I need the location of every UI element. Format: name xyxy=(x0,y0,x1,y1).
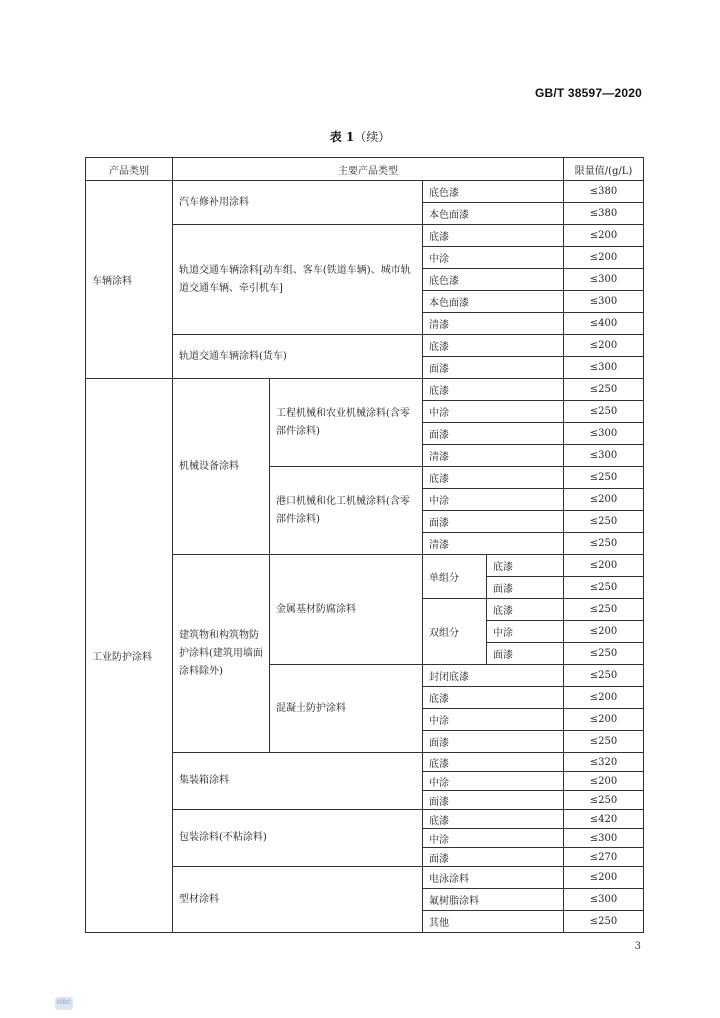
component-cell: 单组分 xyxy=(423,555,487,599)
coat-cell: 本色面漆 xyxy=(423,203,564,225)
limit-cell: ≤200 xyxy=(564,709,644,731)
component-cell: 双组分 xyxy=(423,599,487,665)
coat-cell: 中涂 xyxy=(423,709,564,731)
coat-cell: 底漆 xyxy=(423,335,564,357)
limit-cell: ≤380 xyxy=(564,181,644,203)
product-type-cell: 轨道交通车辆涂料[动车组、客车(铁道车辆)、城市轨道交通车辆、牵引机车] xyxy=(173,225,423,335)
limit-cell: ≤200 xyxy=(564,335,644,357)
limit-cell: ≤200 xyxy=(564,867,644,889)
coat-cell: 中涂 xyxy=(487,621,564,643)
category-cell: 车辆涂料 xyxy=(86,181,173,379)
coat-cell: 氟树脂涂料 xyxy=(423,889,564,911)
coat-cell: 中涂 xyxy=(423,829,564,848)
watermark-logo-icon: ISBC xyxy=(55,997,73,1010)
limit-cell: ≤300 xyxy=(564,889,644,911)
coat-cell: 清漆 xyxy=(423,445,564,467)
coat-cell: 面漆 xyxy=(423,423,564,445)
coat-cell: 本色面漆 xyxy=(423,291,564,313)
product-type-cell: 型材涂料 xyxy=(173,867,423,933)
limit-cell: ≤250 xyxy=(564,577,644,599)
limit-cell: ≤300 xyxy=(564,445,644,467)
product-type-cell: 港口机械和化工机械涂料(含零部件涂料) xyxy=(270,467,423,555)
limit-cell: ≤200 xyxy=(564,489,644,511)
coat-cell: 中涂 xyxy=(423,489,564,511)
coat-cell: 底漆 xyxy=(423,687,564,709)
limit-cell: ≤300 xyxy=(564,829,644,848)
coat-cell: 底漆 xyxy=(487,599,564,621)
product-type-cell: 混凝土防护涂料 xyxy=(270,665,423,753)
limit-cell: ≤300 xyxy=(564,269,644,291)
product-type-cell: 包装涂料(不粘涂料) xyxy=(173,810,423,867)
table-caption-suffix: （续） xyxy=(354,130,391,144)
table-row xyxy=(86,181,644,203)
coat-cell: 清漆 xyxy=(423,313,564,335)
page-number: 3 xyxy=(634,941,641,952)
limit-cell: ≤250 xyxy=(564,665,644,687)
limit-cell: ≤250 xyxy=(564,643,644,665)
coat-cell: 电泳涂料 xyxy=(423,867,564,889)
coat-cell: 底色漆 xyxy=(423,181,564,203)
limit-cell: ≤250 xyxy=(564,467,644,489)
coat-cell: 面漆 xyxy=(487,577,564,599)
table-caption-label: 表 1 xyxy=(329,130,355,144)
limit-cell: ≤270 xyxy=(564,848,644,867)
coat-cell: 底色漆 xyxy=(423,269,564,291)
limit-cell: ≤300 xyxy=(564,423,644,445)
coat-cell: 底漆 xyxy=(423,810,564,829)
limit-cell: ≤200 xyxy=(564,687,644,709)
category-cell: 工业防护涂料 xyxy=(86,379,173,933)
limit-cell: ≤250 xyxy=(564,511,644,533)
standard-code: GB/T 38597—2020 xyxy=(534,86,642,100)
coat-cell: 面漆 xyxy=(487,643,564,665)
limit-cell: ≤300 xyxy=(564,357,644,379)
coat-cell: 中涂 xyxy=(423,247,564,269)
limit-cell: ≤400 xyxy=(564,313,644,335)
limit-cell: ≤250 xyxy=(564,791,644,810)
product-type-cell: 轨道交通车辆涂料(货车) xyxy=(173,335,423,379)
coat-cell: 底漆 xyxy=(487,555,564,577)
header-type: 主要产品类型 xyxy=(173,158,564,181)
limit-cell: ≤200 xyxy=(564,555,644,577)
limit-cell: ≤200 xyxy=(564,225,644,247)
limit-cell: ≤300 xyxy=(564,291,644,313)
voc-limit-table xyxy=(85,157,644,933)
product-type-cell: 集装箱涂料 xyxy=(173,753,423,810)
limit-cell: ≤250 xyxy=(564,401,644,423)
table-row xyxy=(86,379,644,401)
limit-cell: ≤250 xyxy=(564,599,644,621)
limit-cell: ≤200 xyxy=(564,247,644,269)
header-category: 产品类别 xyxy=(86,158,173,181)
coat-cell: 面漆 xyxy=(423,511,564,533)
coat-cell: 其他 xyxy=(423,911,564,933)
product-group-cell: 建筑物和构筑物防护涂料(建筑用墙面涂料除外) xyxy=(173,555,270,753)
coat-cell: 面漆 xyxy=(423,791,564,810)
limit-cell: ≤250 xyxy=(564,379,644,401)
limit-cell: ≤420 xyxy=(564,810,644,829)
limit-cell: ≤250 xyxy=(564,911,644,933)
product-type-cell: 金属基材防腐涂料 xyxy=(270,555,423,665)
coat-cell: 面漆 xyxy=(423,848,564,867)
table-caption xyxy=(0,128,720,145)
limit-cell: ≤200 xyxy=(564,621,644,643)
coat-cell: 面漆 xyxy=(423,357,564,379)
limit-cell: ≤320 xyxy=(564,753,644,772)
coat-cell: 底漆 xyxy=(423,379,564,401)
limit-cell: ≤250 xyxy=(564,533,644,555)
coat-cell: 中涂 xyxy=(423,401,564,423)
header-limit: 限量值/(g/L) xyxy=(564,158,644,181)
product-group-cell: 机械设备涂料 xyxy=(173,379,270,555)
coat-cell: 清漆 xyxy=(423,533,564,555)
coat-cell: 底漆 xyxy=(423,467,564,489)
coat-cell: 封闭底漆 xyxy=(423,665,564,687)
limit-cell: ≤250 xyxy=(564,731,644,753)
coat-cell: 面漆 xyxy=(423,731,564,753)
product-type-cell: 汽车修补用涂料 xyxy=(173,181,423,225)
coat-cell: 底漆 xyxy=(423,225,564,247)
table-header-row xyxy=(86,158,644,181)
limit-cell: ≤380 xyxy=(564,203,644,225)
coat-cell: 底漆 xyxy=(423,753,564,772)
coat-cell: 中涂 xyxy=(423,772,564,791)
product-type-cell: 工程机械和农业机械涂料(含零部件涂料) xyxy=(270,379,423,467)
limit-cell: ≤200 xyxy=(564,772,644,791)
